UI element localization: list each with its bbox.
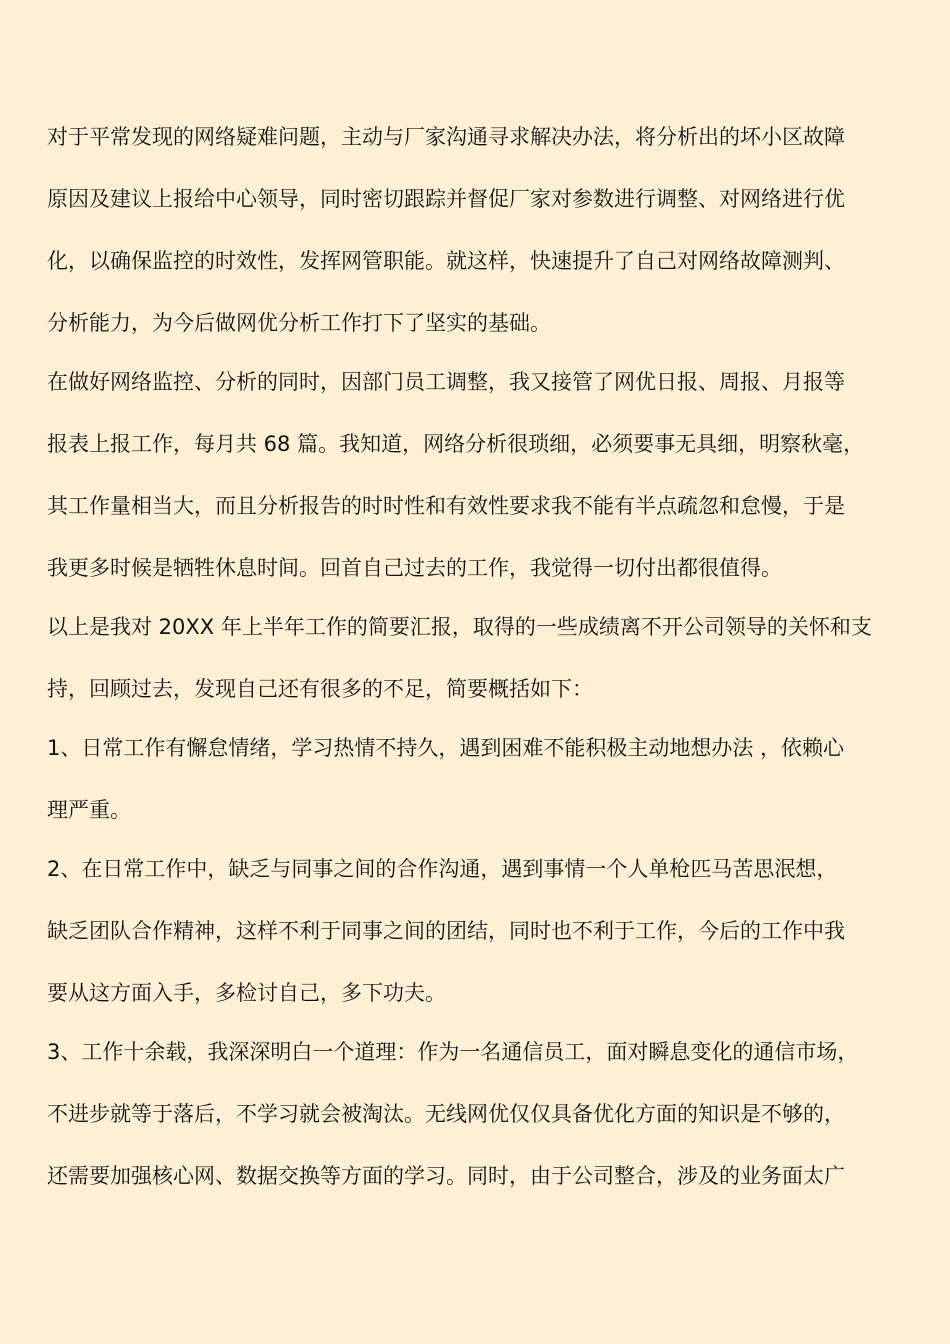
text-line: 不进步就等于落后，不学习就会被淘汰。无线网优仅仅具备优化方面的知识是不够的， (47, 1102, 845, 1126)
text-line: 报表上报工作，每月共 68 篇。我知道，网络分析很琐细，必须要事无具细，明察秋毫， (47, 432, 865, 456)
text-line: 缺乏团队合作精神，这样不利于同事之间的团结，同时也不利于工作，今后的工作中我 (47, 919, 845, 943)
text-line: 持，回顾过去，发现自己还有很多的不足，简要概括如下： (47, 677, 593, 701)
text-line: 我更多时候是牺牲休息时间。回首自己过去的工作，我觉得一切付出都很值得。 (47, 556, 782, 580)
text-line: 分析能力，为今后做网优分析工作打下了坚实的基础。 (47, 311, 551, 335)
text-line: 原因及建议上报给中心领导，同时密切跟踪并督促厂家对参数进行调整、对网络进行优 (47, 187, 845, 211)
text-line: 要从这方面入手，多检讨自己，多下功夫。 (47, 981, 446, 1005)
text-line: 2、在日常工作中，缺乏与同事之间的合作沟通，遇到事情一个人单枪匹马苦思泯想， (47, 857, 838, 881)
text-line: 1、日常工作有懈怠情绪，学习热情不持久，遇到困难不能积极主动地想办法 ，依赖心 (47, 736, 845, 760)
text-line: 还需要加强核心网、数据交换等方面的学习。同时，由于公司整合，涉及的业务面太广 (47, 1164, 845, 1188)
text-line: 化，以确保监控的时效性，发挥网管职能。就这样，快速提升了自己对网络故障测判、 (47, 249, 845, 273)
text-line: 其工作量相当大，而且分析报告的时时性和有效性要求我不能有半点疏忽和怠慢，于是 (47, 494, 845, 518)
text-line: 理严重。 (47, 798, 131, 822)
text-line: 3、工作十余载，我深深明白一个道理：作为一名通信员工，面对瞬息变化的通信市场， (47, 1040, 859, 1064)
text-line: 在做好网络监控、分析的同时，因部门员工调整，我又接管了网优日报、周报、月报等 (47, 370, 845, 394)
text-line: 对于平常发现的网络疑难问题，主动与厂家沟通寻求解决办法，将分析出的坏小区故障 (47, 125, 845, 149)
text-line: 以上是我对 20XX 年上半年工作的简要汇报，取得的一些成绩离不开公司领导的关怀和支 (47, 615, 872, 639)
